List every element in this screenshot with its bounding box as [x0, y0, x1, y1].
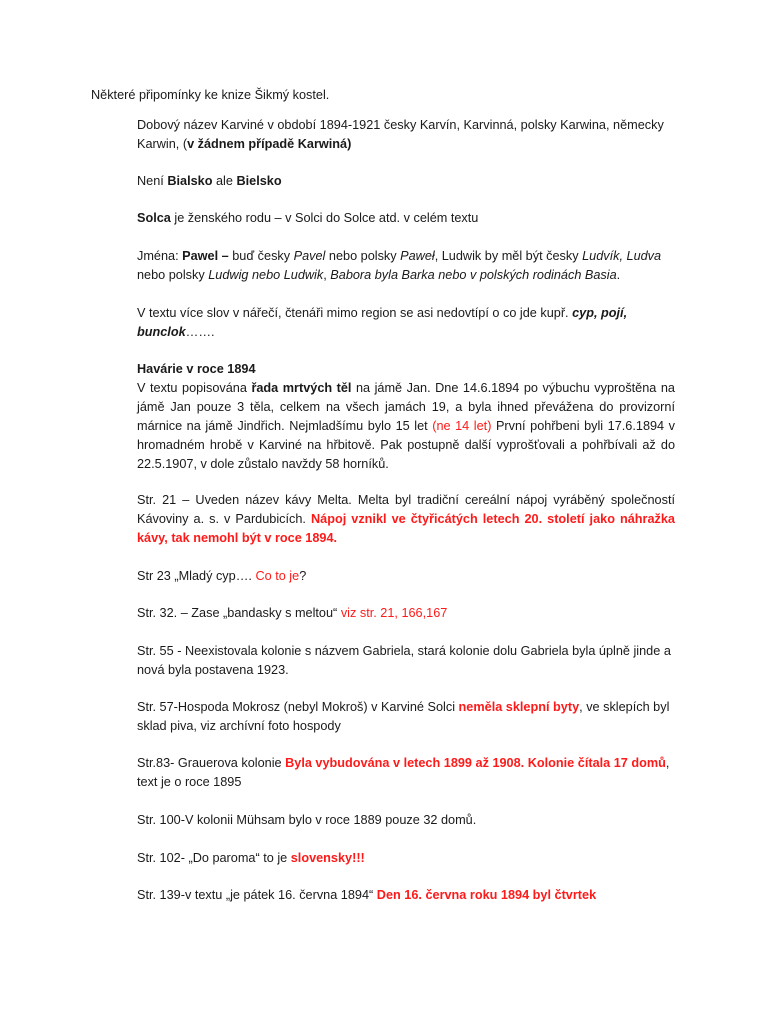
note-bold-italic: cyp, pojí, bunclok	[137, 306, 628, 339]
note-text: nebo polsky	[137, 268, 209, 282]
document-title: Některé připomínky ke knize Šikmý kostel.	[91, 88, 330, 102]
note-names	[137, 247, 675, 285]
note-town-name	[137, 116, 675, 154]
note-bielsko	[137, 172, 675, 191]
note-text: ,	[323, 268, 331, 282]
note-bold: Bielsko	[236, 174, 282, 188]
note-text: ale	[212, 174, 237, 188]
note-italic: Ludvík, Ludva	[582, 249, 662, 263]
note-page-21	[137, 491, 675, 548]
note-page-32	[137, 604, 675, 623]
note-bold: v žádnem případě Karwiná)	[187, 137, 352, 151]
note-text: Str.83- Grauerova kolonie	[137, 756, 286, 770]
note-highlight: viz str. 21, 166,167	[340, 606, 448, 620]
note-italic: Ludwig nebo Ludwik	[208, 268, 324, 282]
note-highlight: Byla vybudována v letech 1899 až 1908. Kolonie čítala 17 domů	[285, 756, 666, 770]
note-italic: Paweł	[400, 249, 435, 263]
note-text: Str. 21 – Uveden název kávy Melta. Melta byl tradiční cereální nápoj vyráběný společností Kávoviny a. s. v Pardubicích.	[137, 493, 675, 526]
note-text: V textu popisována	[137, 381, 252, 395]
note-heading: Havárie v roce 1894	[137, 362, 256, 376]
note-highlight: Nápoj vznikl ve čtyřicátých letech 20. století jako náhražka kávy, tak nemohl být v roce 1894.	[137, 512, 675, 545]
note-text: Dobový název Karviné v období 1894-1921 česky Karvín, Karvinná, polsky Karwina, německy Karwin, (	[137, 118, 664, 151]
note-page-139	[137, 886, 675, 905]
note-text: ?	[299, 569, 307, 583]
note-bold: Bialsko	[167, 174, 213, 188]
note-dialect	[137, 304, 675, 342]
note-bold: Solca	[137, 211, 171, 225]
note-page-102	[137, 849, 675, 868]
note-page-100	[137, 811, 675, 830]
note-italic: Babora byla Barka nebo v polských rodinách Basia	[330, 268, 617, 282]
note-bold: Pawel –	[182, 249, 229, 263]
note-text: na jámě Jan. Dne 14.6.1894 po výbuchu vyproštěna na jámě Jan pouze 3 těla, celkem na všech jamách 19, a byla ihned převážena do provizorní márnice na jámě Jindřich. Nejmladšímu bylo 15 let	[137, 381, 675, 433]
note-highlight: (ne 14 let)	[432, 419, 492, 433]
note-text: V textu více slov v nářečí, čtenáři mimo region se asi nedovtípí o co jde kupř.	[137, 306, 573, 320]
note-text: Str. 139-v textu „je pátek 16. června 1894“	[137, 888, 377, 902]
note-text: Str. 57-Hospoda Mokrosz (nebyl Mokroš) v Karviné Solci	[137, 700, 459, 714]
note-text: , ve sklepích byl sklad piva, viz archívní foto hospody	[137, 700, 670, 733]
note-text: Str. 102- „Do paroma“ to je	[137, 851, 291, 865]
note-text: je ženského rodu – v Solci do Solce atd. v celém textu	[170, 211, 479, 225]
note-highlight: slovensky!!!	[290, 851, 365, 865]
note-text: Není	[137, 174, 168, 188]
note-page-55	[137, 642, 675, 680]
note-highlight: Den 16. června roku 1894 byl čtvrtek	[376, 888, 597, 902]
note-page-57	[137, 698, 675, 736]
note-text: , text je o roce 1895	[137, 756, 670, 789]
note-page-23	[137, 567, 675, 586]
note-text: buď česky	[228, 249, 294, 263]
note-text: První pohřbeni byli 17.6.1894 v hromadném hrobě v Karviné na hřbitově. Pak postupně další vyprošťovali a pohřbívali až do 22.5.1907, v dole zůstalo navždy 58 horníků.	[137, 419, 676, 471]
note-text: Str. 55 - Neexistovala kolonie s názvem Gabriela, stará kolonie dolu Gabriela byla úplně jinde a nová byla postavena 1923.	[137, 644, 671, 677]
note-bold: řada mrtvých těl	[251, 381, 352, 395]
note-italic: Pavel	[293, 249, 326, 263]
note-page-83	[137, 754, 675, 792]
note-text: Str. 100-V kolonii Mühsam bylo v roce 1889 pouze 32 domů.	[137, 813, 477, 827]
note-text: …….	[185, 325, 215, 339]
note-text: Str 23 „Mladý cyp….	[137, 569, 256, 583]
note-disaster	[137, 360, 675, 474]
note-text: .	[616, 268, 621, 282]
note-text: Str. 32. – Zase „bandasky s meltou“	[137, 606, 341, 620]
note-highlight: Co to je	[255, 569, 300, 583]
note-solca	[137, 209, 675, 228]
note-text: nebo polsky	[325, 249, 401, 263]
note-text: , Ludwik by měl být česky	[434, 249, 583, 263]
note-highlight: neměla sklepní byty	[458, 700, 580, 714]
note-text: Jména:	[137, 249, 183, 263]
